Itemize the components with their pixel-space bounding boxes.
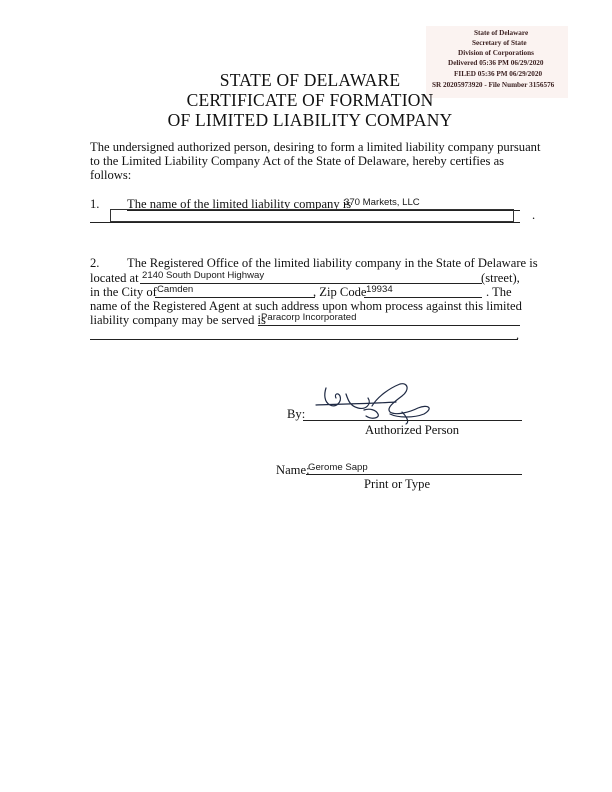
signer-name-field: Gerome Sapp [308,462,368,473]
intro-line-1: The undersigned authorized person, desiring to form a limited liability company pursuant [90,140,541,154]
section-2-end-period: . [516,328,520,342]
street-field: 2140 South Dupont Highway [142,270,265,281]
print-or-type-caption: Print or Type [364,477,431,491]
name-label: Name: [276,463,310,477]
zip-suffix: . The [486,285,512,299]
stamp-filed: FILED 05:36 PM 06/29/2020 [454,70,543,78]
served-label: liability company may be served is [90,313,266,327]
by-label: By: [287,407,306,421]
title-line-3: OF LIMITED LIABILITY COMPANY [167,110,453,130]
section-1-number: 1. [90,197,100,211]
located-at-label: located at [90,271,139,285]
section-2-number: 2. [90,256,100,270]
stamp-delivered: Delivered 05:36 PM 06/29/2020 [448,59,544,67]
authorized-person-caption: Authorized Person [365,423,460,437]
intro-line-3: follows: [90,168,132,182]
title-line-1: STATE OF DELAWARE [219,70,401,90]
company-name-line-2 [90,222,520,223]
street-suffix: (street), [481,271,520,285]
section-1-text: The name of the limited liability company is [127,197,352,211]
zip-field: 19934 [366,284,393,295]
section-2-line-4: name of the Registered Agent at such address upon whom process against this limited [90,299,522,313]
registered-agent-line-2 [90,339,518,340]
company-name-field: 370 Markets, LLC [344,197,420,208]
stamp-division: Division of Corporations [458,49,534,57]
section-2-line-1: The Registered Office of the limited liability company in the State of Delaware is [127,256,538,270]
signer-name-line [306,474,522,475]
registered-agent-field: Paracorp Incorporated [261,312,357,323]
city-label: in the City of [90,285,157,299]
section-1-period: . [532,208,536,222]
stamp-file-number: SR 20205973920 - File Number 3156576 [432,81,555,89]
city-line [155,297,315,298]
zip-line [364,297,482,298]
company-name-continuation-box [110,209,514,222]
stamp-secretary: Secretary of State [472,39,527,47]
title-line-2: CERTIFICATE OF FORMATION [186,90,434,110]
intro-line-2: to the Limited Liability Company Act of the State of Delaware, hereby certifies as [90,154,505,168]
registered-agent-line [258,325,520,326]
zip-label: , Zip Code [313,285,367,299]
city-field: Camden [157,284,194,295]
by-signature-line [303,420,522,421]
stamp-state: State of Delaware [474,29,529,37]
